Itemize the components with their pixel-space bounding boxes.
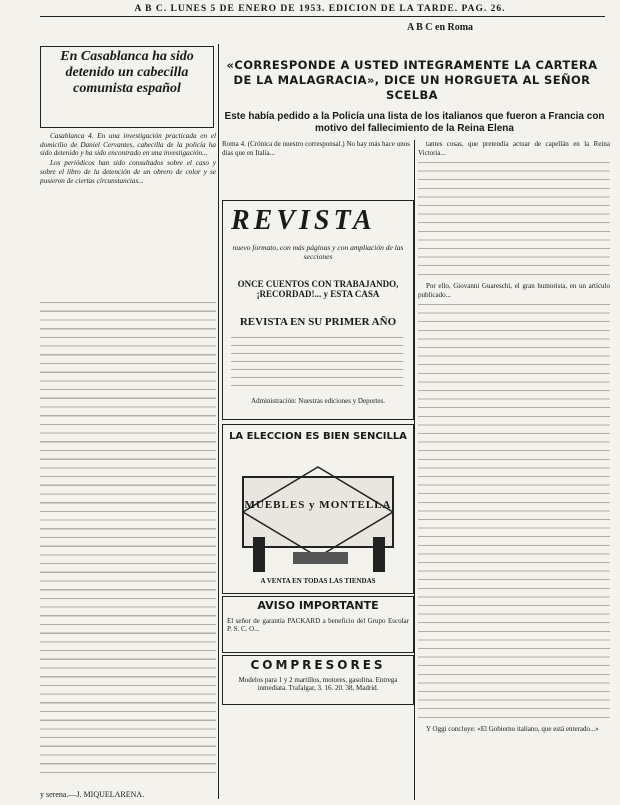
main-subhead: Este había pedido a la Policía una lista de los italianos que fueron a Francia con motivo del fallecimiento de la Reina Elena bbox=[224, 111, 605, 134]
muebles-illustration bbox=[223, 447, 413, 577]
aviso-title: AVISO IMPORTANTE bbox=[257, 599, 379, 612]
aviso-advert bbox=[222, 596, 414, 653]
revista-logo: REVISTA bbox=[231, 205, 376, 236]
main-headline: «CORRESPONDE A USTED INTEGRAMENTE LA CARTERA DE LA MALAGRACIA», DICE UN HORGUETA AL SEÑOR SCELBA bbox=[226, 58, 598, 102]
revista-title-1: ONCE CUENTOS CON TRABAJANDO, ¡RECORDAD!... y ESTA CASA bbox=[237, 279, 399, 299]
running-header: A B C. LUNES 5 DE ENERO DE 1953. EDICION DE LA TARDE. PAG. 26. bbox=[134, 4, 506, 14]
left-headline-box bbox=[40, 46, 214, 128]
left-signature: y serena.—J. MIQUELARENA. bbox=[40, 790, 145, 799]
main-intro: Roma 4. (Crónica de nuestro corresponsal.) No hay más hace unos días que en Italia... bbox=[222, 140, 410, 157]
column-rule bbox=[414, 140, 415, 800]
compresores-advert bbox=[222, 655, 414, 705]
revista-body-filler bbox=[231, 335, 403, 391]
left-paragraph: Casablanca 4. En una investigación practicada en el domicilio de Daniel Cervantes, cabecilla de la policía ha sido detenido y ha sido encontrado en una investigación... bbox=[40, 132, 216, 158]
left-article-body bbox=[40, 132, 216, 186]
muebles-banner: LA ELECCION ES BIEN SENCILLA bbox=[229, 431, 407, 442]
main-right-column bbox=[418, 140, 610, 158]
right-paragraph: Por ello, Giovanni Guareschi, el gran humorista, en un artículo publicado... bbox=[418, 282, 610, 299]
right-paragraph: tantes cosas, que pretendía actuar de capellán en la Reina Victoria... bbox=[418, 140, 610, 157]
revista-tagline: nuevo formato, con más páginas y con ampliación de las secciones bbox=[232, 243, 404, 261]
muebles-product: MUEBLES y MONTELLA bbox=[244, 499, 392, 511]
compresores-body: Modelos para 1 y 2 martillos, motores, gasolina. Entrega inmediata. Trafalgar, 3. 16. 20. 38, Madrid. bbox=[238, 676, 398, 692]
main-right-column-2 bbox=[418, 282, 610, 300]
left-headline: En Casablanca ha sido detenido un cabecilla comunista español bbox=[60, 49, 194, 96]
bottle-right bbox=[373, 537, 385, 572]
left-column-filler bbox=[40, 300, 216, 780]
plate bbox=[293, 552, 348, 564]
header-rule bbox=[40, 16, 605, 17]
revista-title-2: REVISTA EN SU PRIMER AÑO bbox=[239, 316, 397, 328]
right-paragraph: Y Oggi concluye: «El Gobierno italiano, que está enterado...» bbox=[426, 725, 599, 733]
right-column-filler bbox=[418, 160, 610, 280]
muebles-advert bbox=[222, 424, 414, 594]
aviso-body: El señor de garantía PACKARD a beneficio del Grupo Escolar P. S. C. O... bbox=[227, 617, 409, 633]
section-label: A B C en Roma bbox=[406, 22, 474, 33]
column-rule bbox=[218, 44, 219, 799]
left-paragraph: Los periódicos han sido consultados sobre el caso y sobre el libro de la detención de un obrero de color y se pusieron de ciertas circunstancias... bbox=[40, 159, 216, 185]
compresores-title: COMPRESORES bbox=[250, 658, 386, 672]
triangle-banner bbox=[243, 477, 393, 547]
revista-advert bbox=[222, 200, 414, 420]
main-right-column-3 bbox=[418, 725, 610, 735]
right-column-filler bbox=[418, 302, 610, 722]
muebles-footer: A VENTA EN TODAS LAS TIENDAS bbox=[260, 577, 376, 585]
revista-footer: Administración: Nuestras ediciones y Deportes. bbox=[251, 397, 385, 405]
bottle-left bbox=[253, 537, 265, 572]
